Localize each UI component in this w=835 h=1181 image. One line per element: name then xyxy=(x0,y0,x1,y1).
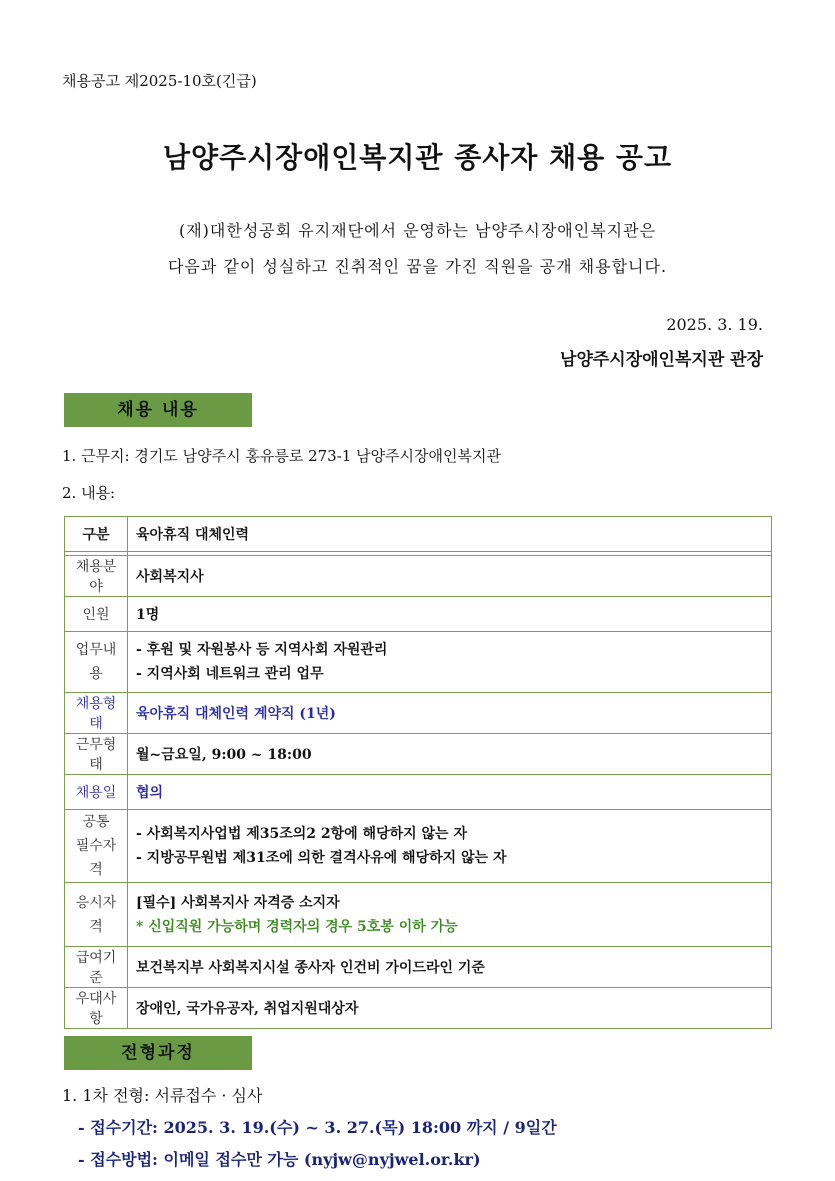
row-value: 1명 xyxy=(128,597,772,632)
row-value-note: * 신입직원 가능하며 경력자의 경우 5호봉 이하 가능 xyxy=(136,918,458,935)
row-value-line: - 지방공무원법 제31조에 의한 결격사유에 해당하지 않는 자 xyxy=(136,850,507,866)
row-value: 협의 xyxy=(128,775,772,810)
row-key: 근무형태 xyxy=(65,734,128,775)
table-header-key: 구분 xyxy=(65,517,128,552)
row-key: 우대사항 xyxy=(65,988,128,1029)
table-row xyxy=(65,693,772,734)
process-step-1: 1. 1차 전형: 서류접수 · 심사 xyxy=(62,1086,263,1105)
issue-date: 2025. 3. 19. xyxy=(666,315,763,334)
section-heading-recruitment: 채용 내용 xyxy=(64,393,252,427)
table-row xyxy=(65,632,772,693)
application-method: - 접수방법: 이메일 접수만 가능 (nyjw@nyjwel.or.kr) xyxy=(78,1150,481,1169)
row-key xyxy=(65,810,128,883)
row-value: 육아휴직 대체인력 계약직 (1년) xyxy=(128,693,772,734)
row-key-line: 공통 xyxy=(82,814,110,830)
page-title: 남양주시장애인복지관 종사자 채용 공고 xyxy=(162,141,673,174)
recruitment-table xyxy=(64,516,772,1029)
content-label: 2. 내용: xyxy=(62,484,116,502)
table-row xyxy=(65,988,772,1029)
row-key: 채용형태 xyxy=(65,693,128,734)
row-key: 급여기준 xyxy=(65,947,128,988)
row-value xyxy=(128,883,772,947)
table-header-row xyxy=(65,517,772,552)
intro-line-1: (재)대한성공회 유지재단에서 운영하는 남양주시장애인복지관은 xyxy=(178,221,657,240)
row-key: 업무내용 xyxy=(65,632,128,693)
row-key: 채용일 xyxy=(65,775,128,810)
application-period: - 접수기간: 2025. 3. 19.(수) ~ 3. 27.(목) 18:00 까지 / 9일간 xyxy=(78,1118,557,1137)
row-key: 인원 xyxy=(65,597,128,632)
row-value: 장애인, 국가유공자, 취업지원대상자 xyxy=(128,988,772,1029)
row-value: 보건복지부 사회복지시설 종사자 인건비 가이드라인 기준 xyxy=(128,947,772,988)
row-key: 응시자격 xyxy=(65,883,128,947)
row-value xyxy=(128,810,772,883)
notice-number: 채용공고 제2025-10호(긴급) xyxy=(62,72,257,90)
table-row xyxy=(65,734,772,775)
issuer: 남양주시장애인복지관 관장 xyxy=(560,350,763,370)
row-key: 채용분야 xyxy=(65,556,128,597)
row-value: 사회복지사 xyxy=(128,556,772,597)
table-header-value: 육아휴직 대체인력 xyxy=(128,517,772,552)
row-value xyxy=(128,632,772,693)
row-value-line: [필수] 사회복지사 자격증 소지자 xyxy=(136,894,340,911)
row-value-line: - 지역사회 네트워크 관리 업무 xyxy=(136,666,324,682)
table-row xyxy=(65,883,772,947)
row-value-line: - 후원 및 자원봉사 등 지역사회 자원관리 xyxy=(136,642,388,658)
table-row xyxy=(65,810,772,883)
table-row xyxy=(65,597,772,632)
row-key-line: 필수자격 xyxy=(75,838,117,878)
workplace-line: 1. 근무지: 경기도 남양주시 홍유릉로 273-1 남양주시장애인복지관 xyxy=(62,447,501,465)
table-row xyxy=(65,947,772,988)
intro-line-2: 다음과 같이 성실하고 진취적인 꿈을 가진 직원을 공개 채용합니다. xyxy=(167,257,668,276)
row-value-line: - 사회복지사업법 제35조의2 2항에 해당하지 않는 자 xyxy=(136,826,467,842)
row-value: 월~금요일, 9:00 ~ 18:00 xyxy=(128,734,772,775)
section-heading-process: 전형과정 xyxy=(64,1036,252,1070)
table-row xyxy=(65,556,772,597)
table-row xyxy=(65,775,772,810)
